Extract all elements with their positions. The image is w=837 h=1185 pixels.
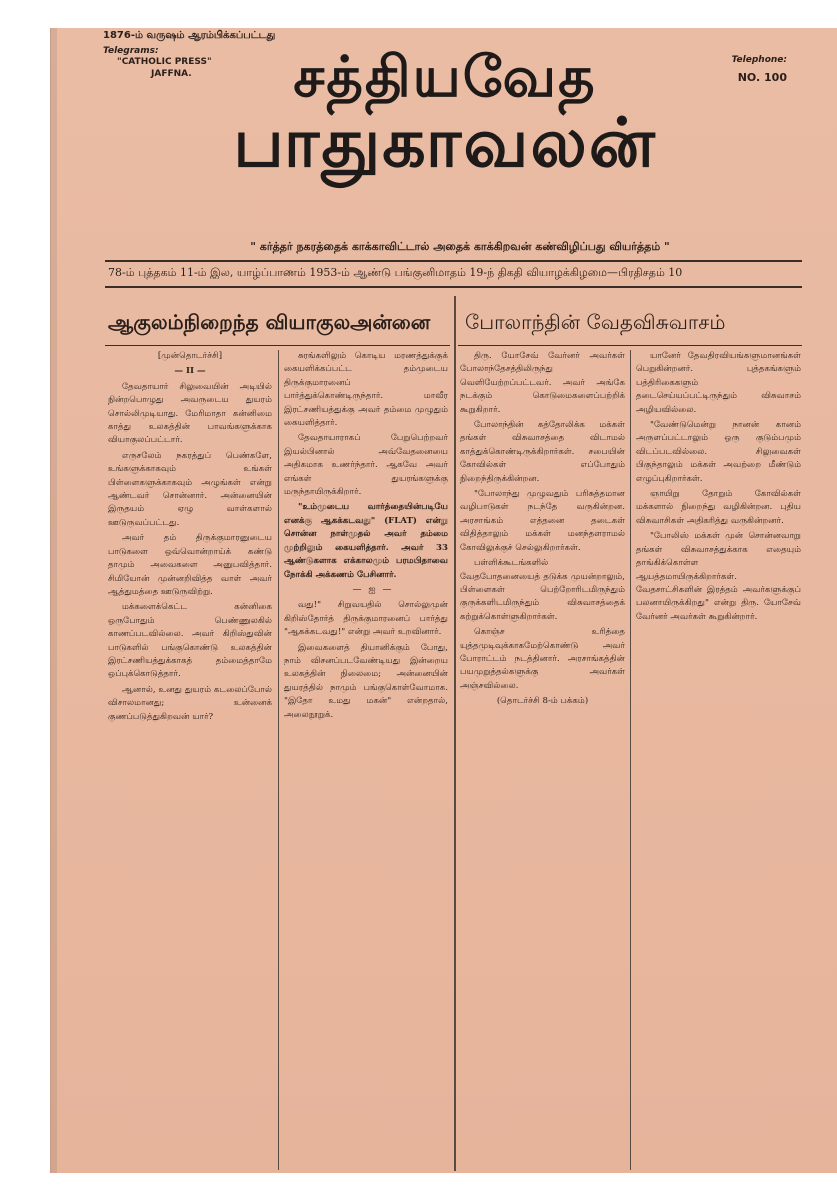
paragraph: தேவதாயாராகப் பேறுபெற்றவர் இயல்பினால் அவ்வேதனையை அதிகமாக உணர்ந்தார். ஆகவே அவர் எங்கள் துயரங்களுக்கு மருந்தாயிருக்கிறார். (284, 433, 448, 498)
article-right-column-1 (460, 350, 625, 1165)
left-headline-rule (105, 345, 450, 346)
continuation-note: [முன்தொடர்ச்சி] (157, 351, 223, 361)
paragraph: "போலாந்து முழுவதும் பரிசுத்தமான வழிபாடுகள் நடந்தே வருகின்றன. அரசாங்கம் எத்தனை தடைகள் விதித்தாலும் மக்கள் மனந்தளராமல் கோவிலுக்குச் செல்லுகிறார்கள். (460, 489, 625, 553)
paragraph: தேவதாயார் சிலுவையின் அடியில் நின்றபொழுது அவருடைய துயரம் சொல்லிமுடியாது. மேரிமாதா கன்னிமை காத்து உலகத்தின் பாவங்களுக்காக வியாகுலப்பட்டார். (108, 381, 272, 446)
paragraph: "உம்முடைய வார்த்தையின்படியே எனக்கு ஆகக்கடவது" (FLAT) என்று சொன்ன நாள்முதல் அவர் தம்மை முற்றிலும் கையளித்தார். அவர் 33 ஆண்டுகளாக எக்காலமும் பரமபிதாவை நோக்கி அக்கணம் பேசினார். (284, 502, 448, 580)
paragraph: திரு. யோசேவ் வேர்னர் அவர்கள் போலாந்தேசத்திலிருந்து வெளியேற்றப்பட்டவர். அவர் அங்கே நடக்கும் கொடுமைகளைப்பற்றிக் கூறுகிறார். (460, 351, 625, 415)
column-rule-1 (278, 350, 279, 1170)
left-article-headline: ஆகுலம்நிறைந்த வியாகுலஅன்னை (108, 310, 431, 334)
paragraph: அவர் தம் திருக்குமாரனுடைய பாடுகளை ஒவ்வொன்றாய்க் கண்டு தாமும் அவைகளை அனுபவித்தார். சிமியோன் முன்னறிவித்த வாள் அவர் ஆத்துமத்தை ஊடுருவிற்று. (108, 533, 272, 597)
established-text: 1876-ம் வருஷம் ஆரம்பிக்கப்பட்டது (103, 30, 276, 41)
column-rule-3 (630, 350, 631, 1170)
article-right-column-2 (636, 350, 801, 1165)
paragraph: வது!" சிறுவயதில் சொல்லுமுன் கிறிஸ்தோர்த் திருக்குமாரனைப் பார்த்து "ஆகக்கடவது!" என்று அவர் உறவினார். (284, 600, 448, 638)
section-separator: — ஐ — (352, 584, 394, 595)
telephone-label: Telephone: (731, 55, 787, 65)
paragraph: எருசலேம் நகரத்துப் பெண்களே, உங்களுக்காகவும் உங்கள் பிள்ளைகளுக்காகவும் அழுங்கள் என்று ஆண்டவர் சொன்னார். அன்னையின் இருதயம் ஏழு வாள்களால் ஊடுருவப்பட்டது. (108, 450, 272, 528)
paragraph: ஞாயிறு தோறும் கோவில்கள் மக்களால் நிறைந்து வழிகின்றன. புதிய விசுவாசிகள் அதிகரித்து வருகின்றனர். (636, 489, 801, 526)
paragraph: "வேண்டுமென்று நானன் கானம் அருளப்பட்டாலும் ஒரு குடும்பமும் விடப்படவில்லை. சிலுவைகள் பிகுந்தாலும் மக்கள் அவற்றை மீண்டும் எழுப்புகிறார்கள். (636, 420, 801, 484)
paragraph: பள்ளிக்கூடங்களில் வேதபோதனையைத் தடுக்க முயன்றாலும், பிள்ளைகள் பெற்றோரிடமிருந்தும் குருக்களிடமிருந்தும் விசுவாசத்தைக் கற்றுக்கொள்ளுகிறார்கள். (460, 558, 625, 622)
telegrams-label: Telegrams: (103, 46, 159, 56)
page-edge-shadow (51, 28, 57, 1173)
article-left-column-2 (284, 350, 448, 1165)
telegrams-city: JAFFNA. (151, 69, 192, 79)
right-headline-rule (458, 345, 802, 346)
column-rule-center (454, 296, 456, 1171)
continuation-marker: (தொடர்ச்சி 8-ம் பக்கம்) (496, 696, 589, 707)
paragraph: சுரங்களிலும் கொடிய மரணத்துக்குக் கையளிக்கப்பட்ட தம்முடைய திருக்குமாரனைப் பார்த்துக்கொண்டிருந்தார். மாவீர இரட்சணியத்துக்கு அவர் தம்மை முழுதும் கையளித்தார். (284, 351, 448, 429)
masthead (195, 45, 695, 183)
masthead-title-line2: பாதுகாவலன் (233, 104, 657, 183)
paragraph: போலாந்தின் கத்தோலிக்க மக்கள் தங்கள் விசுவாசத்தை விடாமல் காத்துக்கொண்டிருக்கிறார்கள். சபையின் கோவில்கள் எப்போதும் நிறைந்திருக்கின்றன. (460, 420, 625, 484)
paragraph: "போலிஸ் மக்கள் முன் சொன்னவாறு தங்கள் விசுவாசத்துக்காக எதையும் தாங்கிக்கொள்ள ஆயத்தமாயிருக்கிறார்கள். வேதசாட்சிகளின் இரத்தம் அவர்களுக்குப் பலனாயிருக்கிறது" என்று திரு. யோசேவ் வேர்னர் அவர்கள் கூறுகின்றார். (636, 531, 801, 622)
paragraph: கொஞ்ச உரித்தை யுத்தமுடிவுக்காகமேற்கொண்டு அவர் போராட்டம் நடத்தினார். அரசாங்கத்தின் பயமுறுத்தல்களுக்கு அவர்கள் அஞ்சவில்லை. (460, 627, 625, 691)
header-right-block (732, 55, 787, 84)
dateline: 78-ம் புத்தகம் 11-ம் இல, யாழ்ப்பாணம் 1953-ம் ஆண்டு பங்குனிமாதம் 19-ந் திகதி வியாழக்கிழமை—பிரதிசதம் 10 (108, 266, 683, 279)
paragraph: ஆனால், உனது துயரம் கடலைப்போல் விசாலமானது; உன்னைக் குணப்படுத்துகிறவன் யார்? (108, 684, 272, 722)
telephone-value: NO. 100 (737, 71, 787, 84)
motto: " கர்த்தர் நகரத்தைக் காக்காவிட்டால் அதைக் காக்கிறவன் கண்விழிப்பது வியர்த்தம் " (250, 240, 670, 253)
telegrams-value: "CATHOLIC PRESS" (117, 57, 212, 67)
paragraph: யானேர் தேவதிரவியங்களுமானங்கள் பெறுகின்றனர். புத்தகங்களும் பத்திரிகைகளும் தடைசெய்யப்பட்டிருந்தும் விசுவாசம் அழியவில்லை. (636, 351, 801, 415)
section-marker: — II — (174, 366, 206, 377)
paragraph: இவைகளைத் தியானிக்கும் போது, நாம் விசனப்படவேண்டியது இன்றைய உலகத்தின் நிலைமை; அன்னையின் துயரத்தில் நாமும் பங்குகொள்வோமாக. "இதோ உமது மகன்" என்றதால், அலைநூறுக். (284, 642, 448, 720)
article-left-column-1 (108, 350, 272, 1165)
right-article-headline: போலாந்தின் வேதவிசுவாசம் (465, 310, 726, 334)
masthead-title-line1: சத்தியவேத (293, 45, 597, 110)
paragraph: மக்களைக்கெட்ட கன்னிகை ஒருபோதும் பெண்ணுலகில் காணப்படவில்லை. அவர் கிறிஸ்துவின் பாடுகளில் பங்குகொண்டு உலகத்தின் இரட்சணியத்துக்காகத் தம்மைத்தாமே ஒப்புக்கொடுத்தார். (108, 602, 272, 680)
